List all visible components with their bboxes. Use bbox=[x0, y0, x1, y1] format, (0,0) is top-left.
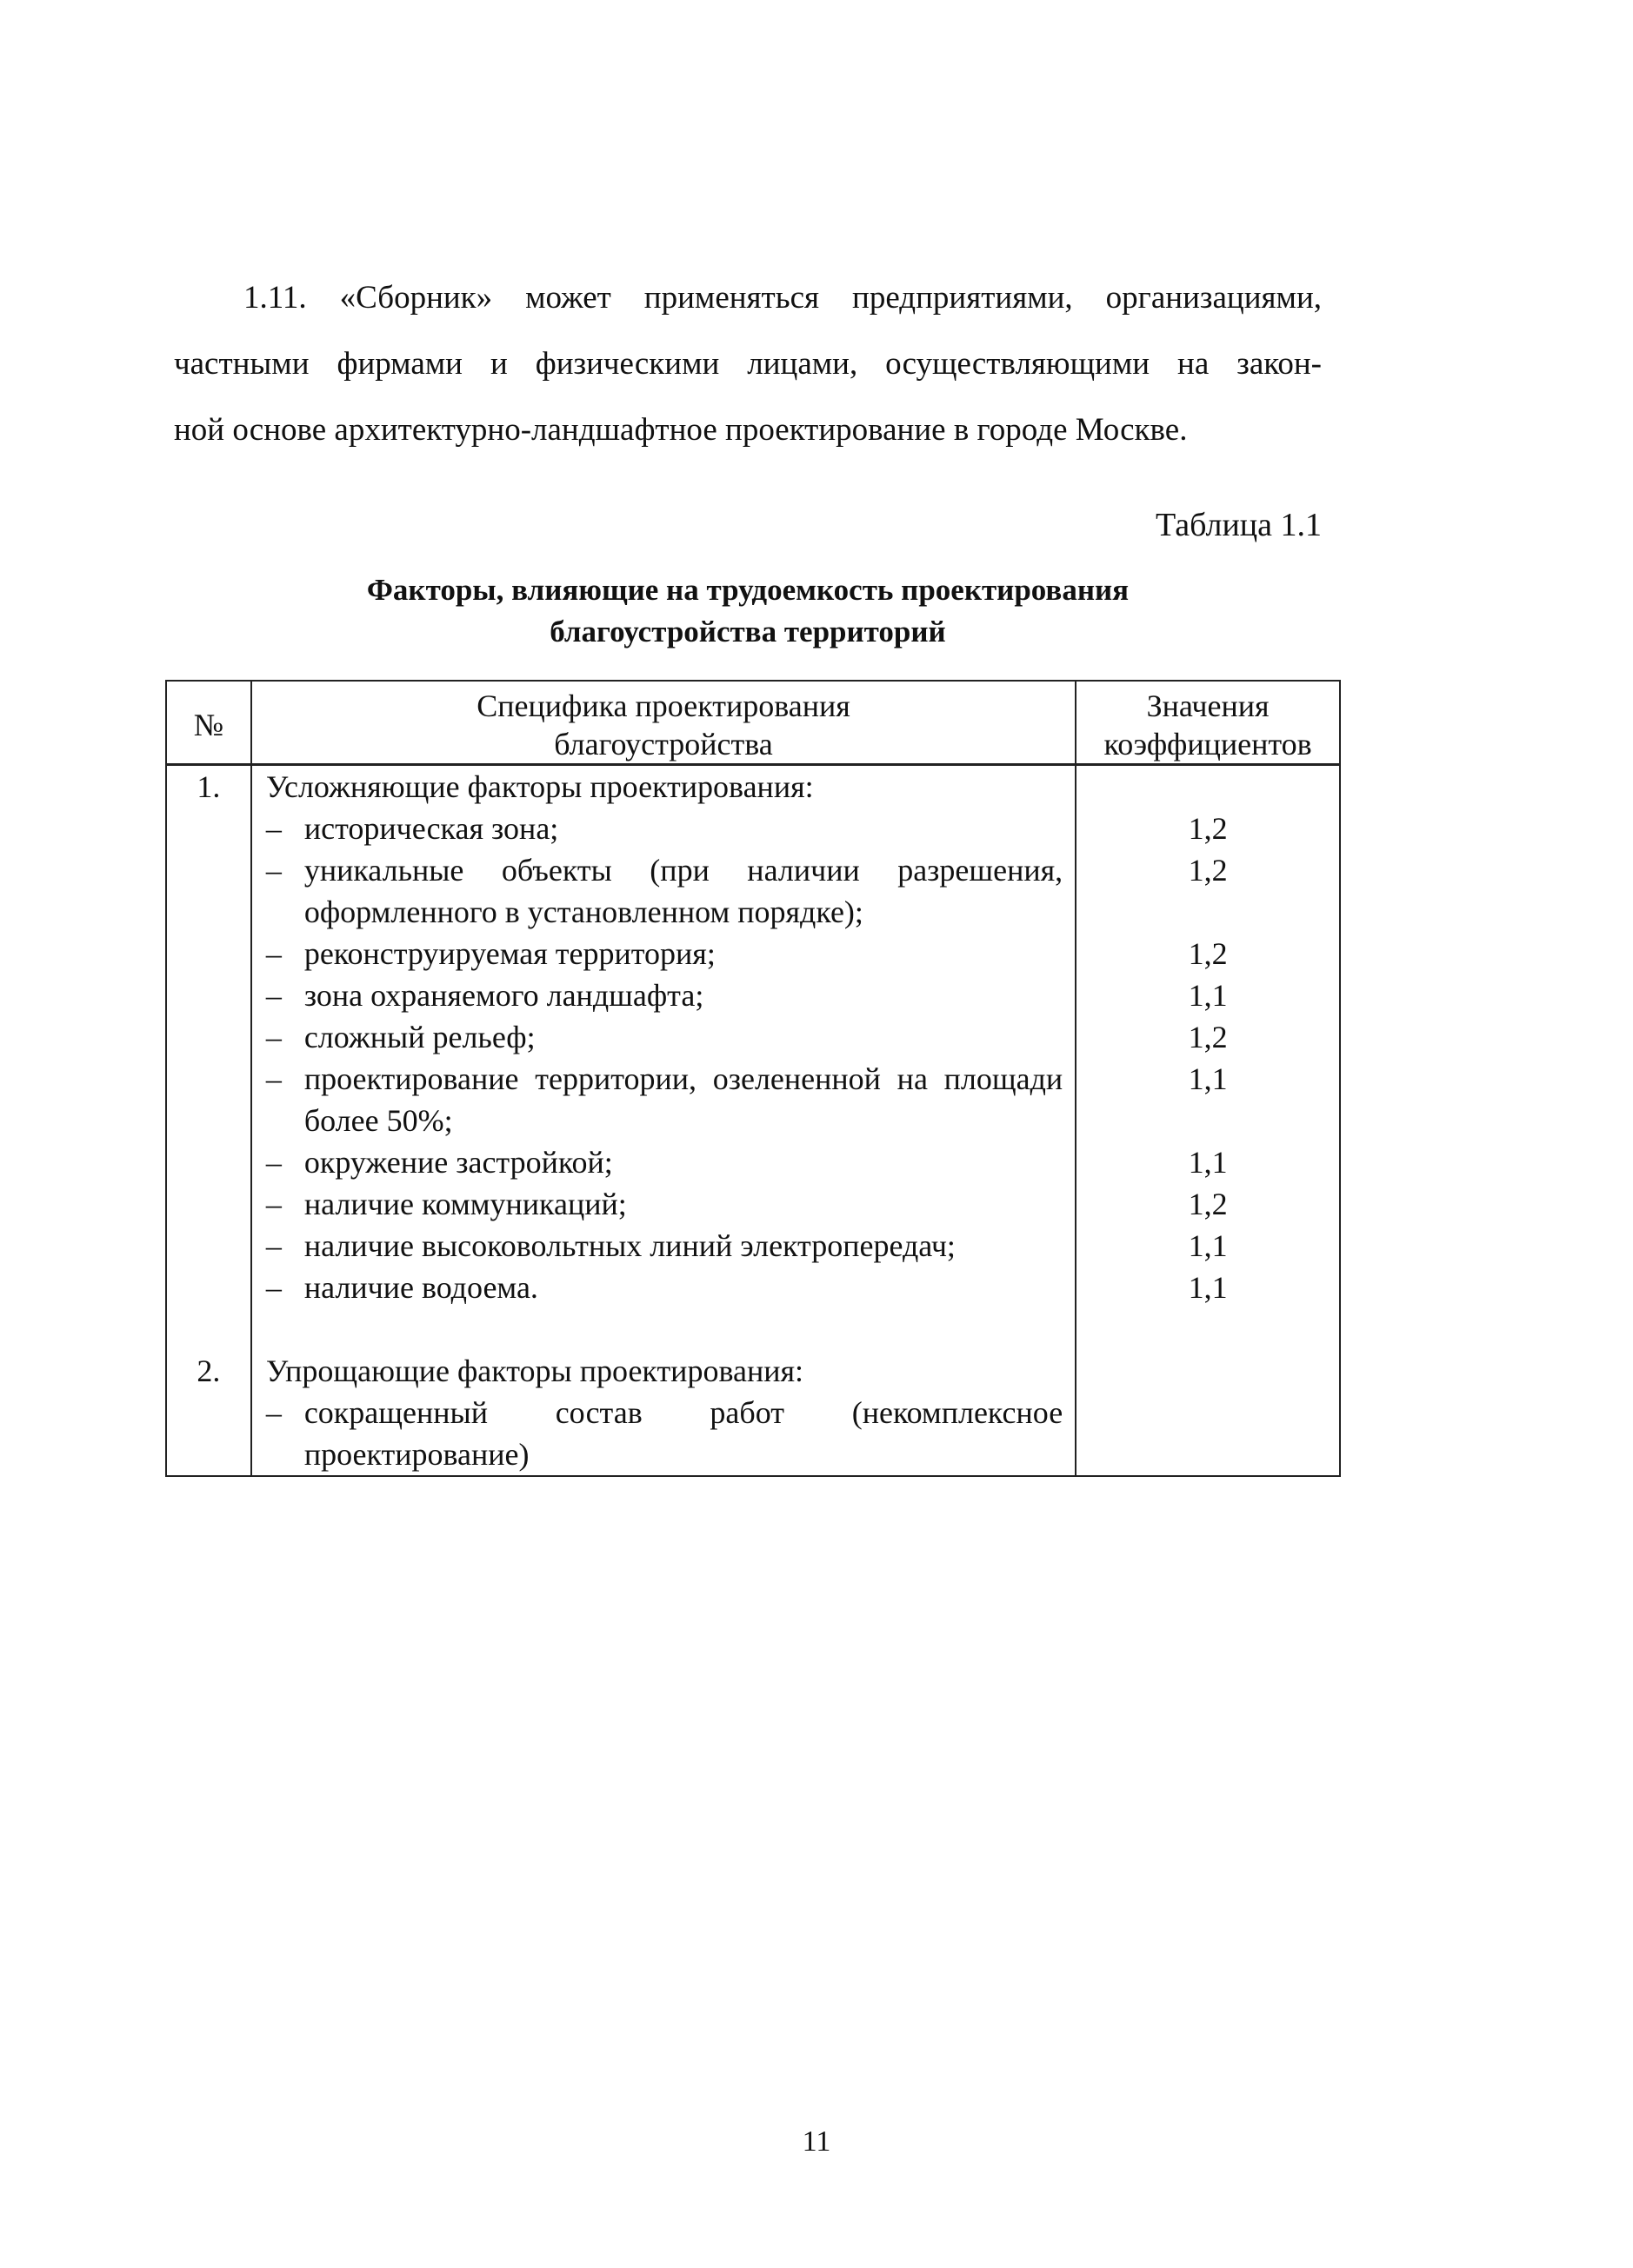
paragraph-line: частными фирмами и физическими лицами, осуществляющими на закон- bbox=[174, 346, 1322, 382]
row-spec bbox=[251, 765, 1076, 1351]
dash-marker: – bbox=[265, 811, 282, 846]
list-item bbox=[266, 974, 1063, 1016]
item-text: сокращенный состав работ (некомплексное проектирование) bbox=[303, 1395, 1063, 1472]
coefficient-value bbox=[1076, 1350, 1339, 1392]
table-title-line: Факторы, влияющие на трудоемкость проектирования bbox=[366, 573, 1130, 607]
list-item bbox=[266, 849, 1063, 933]
row-values bbox=[1076, 1350, 1340, 1476]
dash-marker: – bbox=[265, 853, 282, 888]
list-item bbox=[266, 1183, 1063, 1225]
section-heading: Усложняющие факторы проектирования: bbox=[265, 769, 814, 804]
dash-marker: – bbox=[265, 1395, 282, 1430]
list-item bbox=[266, 1225, 1063, 1267]
item-text: уникальные объекты (при наличии разрешения, оформленного в установленном порядке); bbox=[303, 853, 1063, 929]
coefficient-value: 1,1 bbox=[1188, 1061, 1228, 1096]
list-item bbox=[266, 1016, 1063, 1058]
dash-marker: – bbox=[265, 1228, 282, 1263]
dash-marker: – bbox=[265, 1020, 282, 1054]
coefficient-value: 1,2 bbox=[1188, 811, 1228, 846]
row-number: 2. bbox=[166, 1350, 251, 1476]
header-spec-line: Специфика проектирования bbox=[477, 688, 850, 723]
table-row bbox=[166, 1350, 1340, 1476]
dash-marker: – bbox=[265, 1061, 282, 1096]
item-text: историческая зона; bbox=[303, 811, 559, 846]
page-number: 11 bbox=[802, 2125, 831, 2158]
table-title-line: благоустройства территорий bbox=[550, 615, 946, 648]
item-text: наличие коммуникаций; bbox=[303, 1187, 627, 1221]
item-text: реконструируемая территория; bbox=[303, 936, 716, 971]
header-number: № bbox=[166, 681, 251, 765]
paragraph-line: ной основе архитектурно-ландшафтное проектирование в городе Москве. bbox=[174, 412, 1188, 448]
table-label: Таблица 1.1 bbox=[1155, 507, 1322, 543]
list-item bbox=[266, 808, 1063, 849]
row-values bbox=[1076, 765, 1340, 1351]
coefficient-value: 1,2 bbox=[1188, 1020, 1228, 1054]
dash-marker: – bbox=[265, 1270, 282, 1305]
item-text: зона охраняемого ландшафта; bbox=[303, 978, 704, 1013]
dash-marker: – bbox=[265, 1187, 282, 1221]
coefficient-value: 1,1 bbox=[1188, 1228, 1228, 1263]
header-spec bbox=[251, 681, 1076, 765]
table-title bbox=[174, 569, 1322, 653]
coefficient-value: 1,2 bbox=[1188, 1187, 1228, 1221]
list-item bbox=[266, 933, 1063, 974]
coefficient-value: 1,1 bbox=[1188, 1145, 1228, 1180]
list-item bbox=[266, 1392, 1063, 1475]
header-values bbox=[1076, 681, 1340, 765]
dash-marker: – bbox=[265, 1145, 282, 1180]
intro-paragraph bbox=[174, 265, 1322, 463]
item-text: окружение застройкой; bbox=[303, 1145, 613, 1180]
table-header-row bbox=[166, 681, 1340, 765]
paragraph-line: 1.11. «Сборник» может применяться предприятиями, организациями, bbox=[243, 280, 1322, 316]
table-row bbox=[166, 765, 1340, 1351]
dash-marker: – bbox=[265, 978, 282, 1013]
factors-table bbox=[165, 680, 1341, 1477]
header-values-line: коэффициентов bbox=[1103, 727, 1312, 762]
header-spec-line: благоустройства bbox=[554, 727, 773, 762]
list-item bbox=[266, 1267, 1063, 1308]
header-values-line: Значения bbox=[1146, 688, 1270, 723]
value-spacer bbox=[1076, 766, 1339, 808]
item-text: наличие высоковольтных линий электропередач; bbox=[303, 1228, 956, 1263]
row-spec bbox=[251, 1350, 1076, 1476]
list-item bbox=[266, 1141, 1063, 1183]
item-text: наличие водоема. bbox=[303, 1270, 538, 1305]
item-text: проектирование территории, озелененной на площади более 50%; bbox=[303, 1061, 1063, 1138]
coefficient-value: 1,1 bbox=[1188, 1270, 1228, 1305]
list-item bbox=[266, 1058, 1063, 1141]
spacer bbox=[266, 1308, 1063, 1350]
row-number: 1. bbox=[166, 765, 251, 1351]
coefficient-value: 1,1 bbox=[1188, 978, 1228, 1013]
coefficient-value: 1,2 bbox=[1188, 936, 1228, 971]
coefficient-value: 1,2 bbox=[1188, 853, 1228, 888]
dash-marker: – bbox=[265, 936, 282, 971]
section-heading: Упрощающие факторы проектирования: bbox=[265, 1353, 804, 1388]
item-text: сложный рельеф; bbox=[303, 1020, 536, 1054]
